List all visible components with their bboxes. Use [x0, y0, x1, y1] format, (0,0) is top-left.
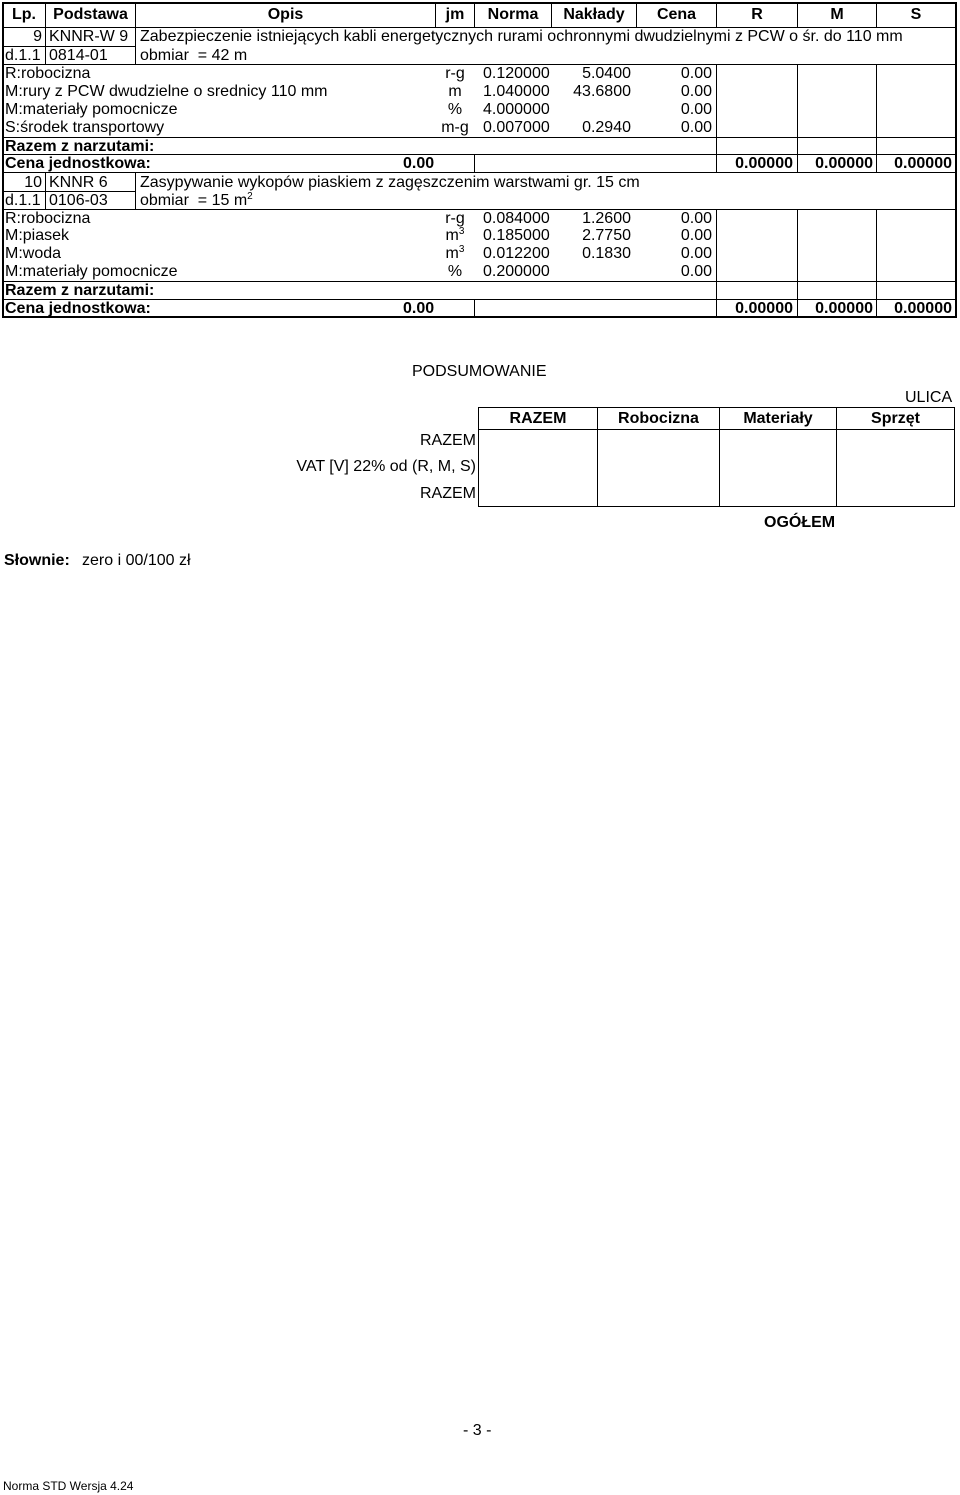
summary-row-razem2: RAZEM: [420, 485, 476, 502]
header-cena: Cena: [656, 6, 697, 23]
pos10-row-naklady: 1.2600: [582, 210, 631, 227]
pos9-row-naklady: 5.0400: [582, 65, 631, 82]
pos9-row-naklady: 0.2940: [582, 119, 631, 136]
pos10-row-name: R:robocizna: [5, 210, 91, 227]
pos9-r-value: 0.00000: [735, 155, 793, 172]
header-m: M: [830, 6, 844, 23]
pos10-row-cena: 0.00: [680, 245, 712, 262]
pos10-row-name: M:woda: [5, 245, 62, 262]
footer-version: Norma STD Wersja 4.24: [3, 1479, 134, 1493]
summary-ogolem: OGÓŁEM: [764, 514, 836, 531]
pos9-podstawa-num: 0814-01: [49, 47, 108, 64]
header-podstawa: Podstawa: [53, 6, 128, 23]
pos9-row-norma: 4.000000: [483, 101, 550, 118]
pos9-row-name: R:robocizna: [5, 65, 91, 82]
pos10-podstawa-num: 0106-03: [49, 192, 108, 209]
pos10-row-norma: 0.185000: [483, 227, 550, 244]
pos9-description: Zabezpieczenie istniejących kabli energetycznych rurami ochronnymi dwudzielnymi z PCW o śr. do 110 mm: [140, 28, 903, 45]
summary-col-razem: RAZEM: [509, 410, 567, 427]
pos9-row-cena: 0.00: [680, 119, 712, 136]
summary-row-razem: RAZEM: [420, 432, 476, 449]
pos9-row-cena: 0.00: [680, 101, 712, 118]
header-opis: Opis: [267, 6, 304, 23]
pos9-podstawa-code: KNNR-W 9: [49, 28, 129, 45]
pos10-row-norma: 0.084000: [483, 210, 550, 227]
pos10-podstawa-code: KNNR 6: [49, 174, 108, 191]
pos9-row-jm: m: [448, 83, 462, 100]
pos9-cena-label: Cena jednostkowa:: [5, 155, 151, 172]
pos9-ref: d.1.1: [5, 47, 41, 64]
pos10-r-value: 0.00000: [735, 300, 793, 317]
pos9-row-name: M:materiały pomocnicze: [5, 101, 178, 118]
header-norma: Norma: [487, 6, 539, 23]
pos9-lp: 9: [33, 28, 42, 45]
pos10-razem-label: Razem z narzutami:: [5, 282, 155, 299]
words-value: zero i 00/100 zł: [82, 552, 191, 569]
page-number: - 3 -: [463, 1422, 492, 1439]
pos9-row-name: S:środek transportowy: [5, 119, 165, 136]
words-label: Słownie:: [4, 552, 70, 569]
pos9-row-jm: m-g: [441, 119, 469, 136]
pos9-row-cena: 0.00: [680, 83, 712, 100]
header-naklady: Nakłady: [563, 6, 625, 23]
summary-col-robocizna: Robocizna: [618, 410, 699, 427]
pos10-row-naklady: 2.7750: [582, 227, 631, 244]
pos10-obmiar: [140, 193, 253, 209]
pos9-row-norma: 1.040000: [483, 83, 550, 100]
pos9-cena-value: 0.00: [403, 155, 435, 172]
pos10-row-name: M:materiały pomocnicze: [5, 263, 178, 280]
summary-section: ULICA: [905, 389, 953, 406]
pos10-row-cena: 0.00: [680, 263, 712, 280]
pos10-obmiar-sup: 2: [247, 191, 253, 202]
summary-row-vat: VAT [V] 22% od (R, M, S): [296, 458, 476, 475]
pos10-row-cena: 0.00: [680, 210, 712, 227]
pos9-row-naklady: 43.6800: [573, 83, 631, 100]
pos9-m-value: 0.00000: [815, 155, 873, 172]
pos10-cena-value: 0.00: [403, 300, 435, 317]
header-jm: jm: [445, 6, 465, 23]
pos10-row-jm: $m^3$: [445, 226, 465, 244]
pos9-row-cena: 0.00: [680, 65, 712, 82]
summary-col-sprzet: Sprzęt: [871, 410, 920, 427]
pos9-row-norma: 0.120000: [483, 65, 550, 82]
pos10-obmiar-text: obmiar = 15 m: [140, 192, 248, 209]
pos10-description: Zasypywanie wykopów piaskiem z zagęszczenim warstwami gr. 15 cm: [140, 174, 640, 191]
header-lp: Lp.: [12, 6, 36, 23]
pos9-row-norma: 0.007000: [483, 119, 550, 136]
header-r: R: [751, 6, 763, 23]
pos9-s-value: 0.00000: [894, 155, 952, 172]
pos10-row-jm: r-g: [445, 210, 465, 227]
pos10-s-value: 0.00000: [894, 300, 952, 317]
pos9-row-jm: r-g: [445, 65, 465, 82]
pos10-row-norma: 0.200000: [483, 263, 550, 280]
summary-col-materialy: Materiały: [743, 410, 813, 427]
pos9-row-name: M:rury z PCW dwudzielne o srednicy 110 mm: [5, 83, 328, 100]
pos9-razem-label: Razem z narzutami:: [5, 138, 155, 155]
pos10-cena-label: Cena jednostkowa:: [5, 300, 151, 317]
pos10-row-norma: 0.012200: [483, 245, 550, 262]
pos10-row-cena: 0.00: [680, 227, 712, 244]
pos10-lp: 10: [24, 174, 42, 191]
pos10-row-jm: %: [447, 263, 463, 280]
pos9-row-jm: %: [447, 101, 463, 118]
pos10-row-jm: $m^3$: [445, 244, 465, 262]
header-s: S: [910, 6, 922, 23]
pos9-obmiar: obmiar = 42 m: [140, 47, 248, 64]
pos10-m-value: 0.00000: [815, 300, 873, 317]
pos10-row-naklady: 0.1830: [582, 245, 631, 262]
pos10-row-name: M:piasek: [5, 227, 70, 244]
summary-title: PODSUMOWANIE: [412, 363, 547, 380]
pos10-ref: d.1.1: [5, 192, 41, 209]
